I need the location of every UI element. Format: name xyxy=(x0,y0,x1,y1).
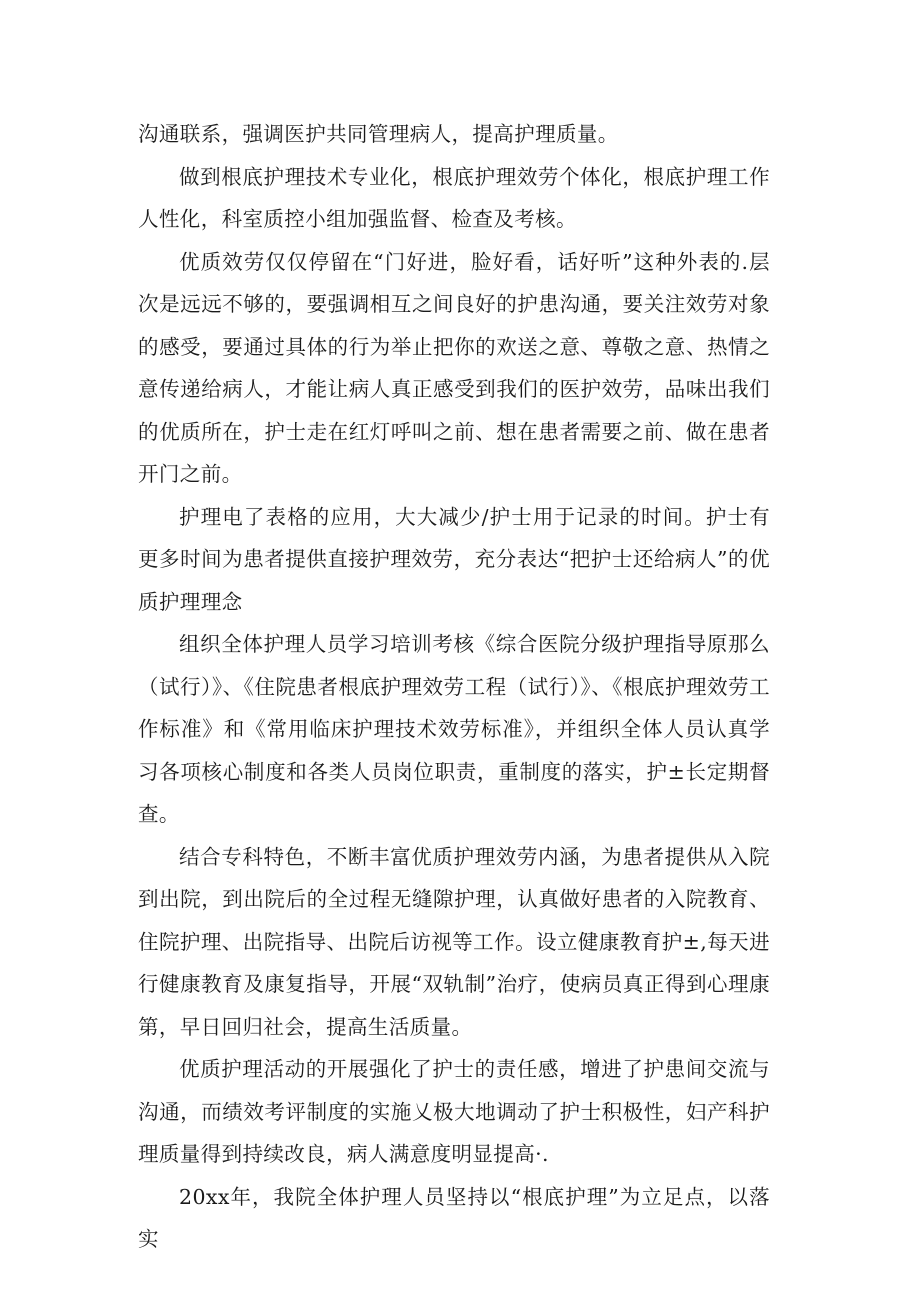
paragraph-7: 优质护理活动的开展强化了护士的责任感，增进了护患间交流与沟通，而绩效考评制度的实施乂极大地调动了护士积极性，妇产科护理质量得到持续改良，病人满意度明显提高·. xyxy=(138,1057,770,1166)
paragraph-8: 20xx年，我院全体护理人员坚持以“根底护理”为立足点，以落实 xyxy=(138,1184,770,1251)
document-body xyxy=(138,113,770,1261)
paragraph-4: 护理电了表格的应用，大大减少/护士用于记录的时间。护士有更多时间为患者提供直接护理效劳，充分表达“把护士还给病人”的优质护理理念 xyxy=(138,504,770,614)
paragraph-5: 组织全体护理人员学习培训考核《综合医院分级护理指导原那么（试行）》、《住院患者根底护理效劳工程（试行）》、《根底护理效劳工作标准》和《常用临床护理技术效劳标准》，并组织全体人员认真学习各项核心制度和各类人员岗位职责，重制度的落实，护±长定期督查。 xyxy=(138,632,770,826)
paragraph-3: 优质效劳仅仅停留在“门好进，脸好看，话好听”这种外表的.层次是远远不够的，要强调相互之间良好的护患沟通，要关注效劳对象的感受，要通过具体的行为举止把你的欢送之意、尊敬之意、热情之意传递给病人，才能让病人真正感受到我们的医护效劳，品味出我们的优质所在，护士走在红灯呼叫之前、想在患者需要之前、做在患者开门之前。 xyxy=(138,249,770,486)
paragraph-2: 做到根底护理技术专业化，根底护理效劳个体化，根底护理工作人性化，科室质控小组加强监督、检查及考核。 xyxy=(138,164,770,231)
paragraph-6: 结合专科特色，不断丰富优质护理效劳内涵，为患者提供从入院到出院，到出院后的全过程无缝隙护理，认真做好患者的入院教育、住院护理、出院指导、出院后访视等工作。设立健康教育护±,每天进行健康教育及康复指导，开展“双轨制”治疗，使病员真正得到心理康第，早日回归社会，提高生活质量。 xyxy=(138,844,770,1039)
paragraph-1: 沟通联系，强调医护共同管理病人，提高护理质量。 xyxy=(138,122,619,146)
